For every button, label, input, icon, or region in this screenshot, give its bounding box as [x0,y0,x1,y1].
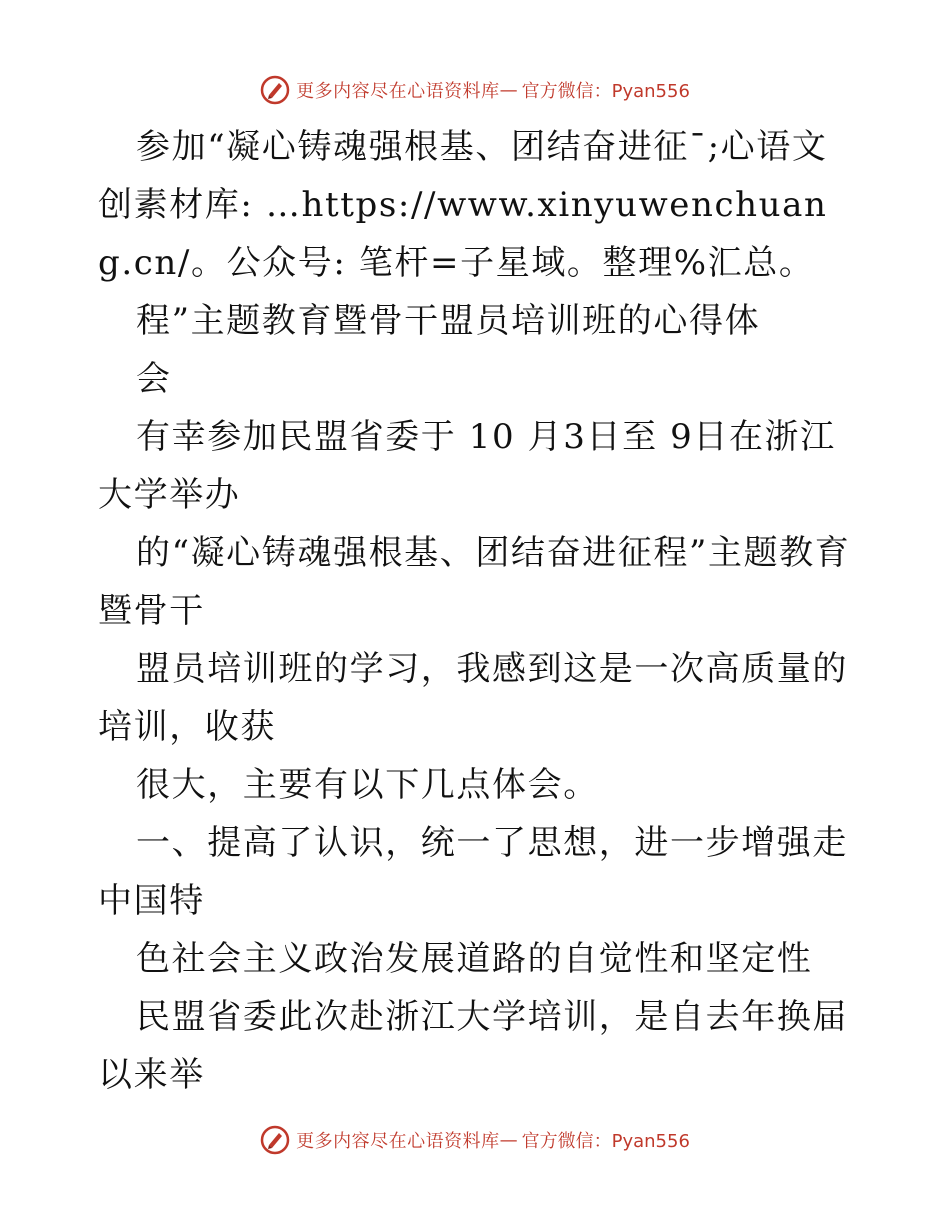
footer-separator: — [499,1129,518,1151]
logo-icon [260,1125,290,1155]
document-body [98,118,858,1104]
footer-wechat: 官方微信：Pyan556 [521,1131,690,1152]
logo-icon [260,75,290,105]
paragraph: 的“凝心铸魂强根基、团结奋进征程”主题教育暨骨干 [98,533,851,631]
paragraph: 很大，主要有以下几点体会。 [136,765,599,805]
paragraph: 盟员培训班的学习，我感到这是一次高质量的培训，收获 [98,649,848,747]
paragraph: 会 [136,359,172,399]
footer-banner [0,1122,950,1158]
paragraph: 参加“凝心铸魂强根基、团结奋进征¯;心语文创素材库: …https://www.xinyuwenchuang.cn/。公众号: 笔杆=子星域。整理%汇总。 [98,127,828,283]
paragraph: 程”主题教育暨骨干盟员培训班的心得体 [136,301,761,341]
footer-banner-text: 更多内容尽在心语资料库 [296,1131,500,1152]
header-banner-text: 更多内容尽在心语资料库 [296,81,500,102]
paragraph: 色社会主义政治发展道路的自觉性和坚定性 [136,939,813,979]
header-banner [0,72,950,108]
header-separator: — [499,79,518,101]
paragraph: 一、提高了认识，统一了思想，进一步增强走中国特 [98,823,848,921]
paragraph: 有幸参加民盟省委于 10 月3日至 9日在浙江大学举办 [98,417,836,515]
header-wechat: 官方微信：Pyan556 [521,81,690,102]
paragraph: 民盟省委此次赴浙江大学培训，是自去年换届以来举 [98,997,848,1095]
